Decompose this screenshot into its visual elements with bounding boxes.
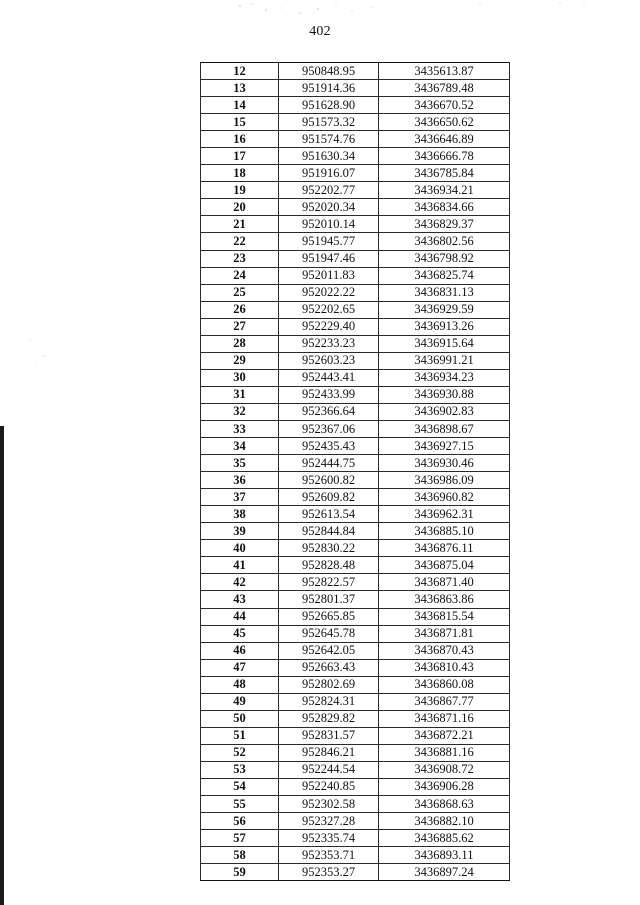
table-row [201, 335, 510, 352]
table-row [201, 574, 510, 591]
table-row [201, 352, 510, 369]
point-number-cell: 34 [201, 438, 279, 455]
x-coordinate-cell: 952022.22 [279, 284, 379, 301]
point-number-cell: 42 [201, 574, 279, 591]
table-row [201, 472, 510, 489]
x-coordinate-cell: 952613.54 [279, 506, 379, 523]
x-coordinate-cell: 952202.65 [279, 301, 379, 318]
table-row [201, 165, 510, 182]
table-row [201, 659, 510, 676]
table-row [201, 284, 510, 301]
x-coordinate-cell: 952020.34 [279, 199, 379, 216]
y-coordinate-cell: 3436789.48 [379, 80, 510, 97]
y-coordinate-cell: 3436927.15 [379, 438, 510, 455]
point-number-cell: 51 [201, 727, 279, 744]
y-coordinate-cell: 3436815.54 [379, 608, 510, 625]
x-coordinate-cell: 952433.99 [279, 386, 379, 403]
x-coordinate-cell: 952367.06 [279, 420, 379, 437]
table-row [201, 710, 510, 727]
x-coordinate-cell: 952609.82 [279, 489, 379, 506]
table-row [201, 676, 510, 693]
x-coordinate-cell: 952302.58 [279, 796, 379, 813]
table-row [201, 403, 510, 420]
table-row [201, 761, 510, 778]
point-number-cell: 59 [201, 864, 279, 881]
point-number-cell: 29 [201, 352, 279, 369]
y-coordinate-cell: 3436962.31 [379, 506, 510, 523]
x-coordinate-cell: 952600.82 [279, 472, 379, 489]
table-row [201, 778, 510, 795]
y-coordinate-cell: 3436908.72 [379, 761, 510, 778]
point-number-cell: 55 [201, 796, 279, 813]
table-row [201, 216, 510, 233]
point-number-cell: 47 [201, 659, 279, 676]
y-coordinate-cell: 3436650.62 [379, 114, 510, 131]
point-number-cell: 17 [201, 148, 279, 165]
point-number-cell: 25 [201, 284, 279, 301]
point-number-cell: 38 [201, 506, 279, 523]
y-coordinate-cell: 3436666.78 [379, 148, 510, 165]
point-number-cell: 43 [201, 591, 279, 608]
table-row [201, 642, 510, 659]
point-number-cell: 24 [201, 267, 279, 284]
y-coordinate-cell: 3436825.74 [379, 267, 510, 284]
y-coordinate-cell: 3436913.26 [379, 318, 510, 335]
x-coordinate-cell: 952830.22 [279, 540, 379, 557]
x-coordinate-cell: 950848.95 [279, 63, 379, 80]
table-row [201, 727, 510, 744]
x-coordinate-cell: 952010.14 [279, 216, 379, 233]
y-coordinate-cell: 3436875.04 [379, 557, 510, 574]
x-coordinate-cell: 952011.83 [279, 267, 379, 284]
y-coordinate-cell: 3436882.10 [379, 813, 510, 830]
table-row [201, 63, 510, 80]
point-number-cell: 22 [201, 233, 279, 250]
x-coordinate-cell: 951574.76 [279, 131, 379, 148]
table-row [201, 267, 510, 284]
y-coordinate-cell: 3436934.21 [379, 182, 510, 199]
point-number-cell: 12 [201, 63, 279, 80]
table-row [201, 489, 510, 506]
table-row [201, 813, 510, 830]
x-coordinate-cell: 952366.64 [279, 403, 379, 420]
x-coordinate-cell: 952335.74 [279, 830, 379, 847]
point-number-cell: 44 [201, 608, 279, 625]
table-row [201, 420, 510, 437]
y-coordinate-cell: 3436870.43 [379, 642, 510, 659]
x-coordinate-cell: 952327.28 [279, 813, 379, 830]
y-coordinate-cell: 3436798.92 [379, 250, 510, 267]
table-row [201, 830, 510, 847]
table-row [201, 182, 510, 199]
table-row [201, 148, 510, 165]
table-row [201, 250, 510, 267]
point-number-cell: 32 [201, 403, 279, 420]
point-number-cell: 19 [201, 182, 279, 199]
y-coordinate-cell: 3436897.24 [379, 864, 510, 881]
x-coordinate-cell: 952435.43 [279, 438, 379, 455]
y-coordinate-cell: 3436885.10 [379, 523, 510, 540]
x-coordinate-cell: 951945.77 [279, 233, 379, 250]
y-coordinate-cell: 3436902.83 [379, 403, 510, 420]
coordinates-table-body [201, 63, 510, 881]
x-coordinate-cell: 952353.27 [279, 864, 379, 881]
table-row [201, 625, 510, 642]
point-number-cell: 31 [201, 386, 279, 403]
y-coordinate-cell: 3436876.11 [379, 540, 510, 557]
y-coordinate-cell: 3436898.67 [379, 420, 510, 437]
x-coordinate-cell: 952229.40 [279, 318, 379, 335]
x-coordinate-cell: 952353.71 [279, 847, 379, 864]
table-row [201, 540, 510, 557]
y-coordinate-cell: 3436960.82 [379, 489, 510, 506]
y-coordinate-cell: 3436893.11 [379, 847, 510, 864]
y-coordinate-cell: 3436867.77 [379, 693, 510, 710]
x-coordinate-cell: 952202.77 [279, 182, 379, 199]
point-number-cell: 18 [201, 165, 279, 182]
y-coordinate-cell: 3436885.62 [379, 830, 510, 847]
point-number-cell: 35 [201, 455, 279, 472]
y-coordinate-cell: 3436872.21 [379, 727, 510, 744]
point-number-cell: 27 [201, 318, 279, 335]
point-number-cell: 14 [201, 97, 279, 114]
y-coordinate-cell: 3436991.21 [379, 352, 510, 369]
y-coordinate-cell: 3436834.66 [379, 199, 510, 216]
table-row [201, 608, 510, 625]
point-number-cell: 28 [201, 335, 279, 352]
x-coordinate-cell: 952444.75 [279, 455, 379, 472]
table-row [201, 438, 510, 455]
y-coordinate-cell: 3436868.63 [379, 796, 510, 813]
y-coordinate-cell: 3436930.46 [379, 455, 510, 472]
x-coordinate-cell: 952244.54 [279, 761, 379, 778]
y-coordinate-cell: 3436863.86 [379, 591, 510, 608]
y-coordinate-cell: 3436860.08 [379, 676, 510, 693]
x-coordinate-cell: 952822.57 [279, 574, 379, 591]
table-row [201, 369, 510, 386]
page-number: 402 [309, 24, 331, 39]
x-coordinate-cell: 952603.23 [279, 352, 379, 369]
table-row [201, 318, 510, 335]
table-row [201, 693, 510, 710]
point-number-cell: 26 [201, 301, 279, 318]
table-row [201, 455, 510, 472]
scan-edge-mark [0, 426, 4, 905]
point-number-cell: 41 [201, 557, 279, 574]
x-coordinate-cell: 952802.69 [279, 676, 379, 693]
table-row [201, 523, 510, 540]
table-row [201, 386, 510, 403]
point-number-cell: 15 [201, 114, 279, 131]
y-coordinate-cell: 3436934.23 [379, 369, 510, 386]
x-coordinate-cell: 951914.36 [279, 80, 379, 97]
point-number-cell: 40 [201, 540, 279, 557]
table-row [201, 301, 510, 318]
x-coordinate-cell: 952824.31 [279, 693, 379, 710]
y-coordinate-cell: 3436986.09 [379, 472, 510, 489]
point-number-cell: 20 [201, 199, 279, 216]
table-row [201, 744, 510, 761]
point-number-cell: 57 [201, 830, 279, 847]
table-row [201, 97, 510, 114]
coordinates-table [200, 62, 510, 881]
table-row [201, 557, 510, 574]
point-number-cell: 37 [201, 489, 279, 506]
y-coordinate-cell: 3436915.64 [379, 335, 510, 352]
y-coordinate-cell: 3436929.59 [379, 301, 510, 318]
x-coordinate-cell: 952240.85 [279, 778, 379, 795]
x-coordinate-cell: 952233.23 [279, 335, 379, 352]
point-number-cell: 58 [201, 847, 279, 864]
x-coordinate-cell: 951630.34 [279, 148, 379, 165]
x-coordinate-cell: 952844.84 [279, 523, 379, 540]
point-number-cell: 54 [201, 778, 279, 795]
y-coordinate-cell: 3436670.52 [379, 97, 510, 114]
x-coordinate-cell: 952645.78 [279, 625, 379, 642]
x-coordinate-cell: 952663.43 [279, 659, 379, 676]
y-coordinate-cell: 3436646.89 [379, 131, 510, 148]
point-number-cell: 50 [201, 710, 279, 727]
x-coordinate-cell: 952831.57 [279, 727, 379, 744]
y-coordinate-cell: 3436906.28 [379, 778, 510, 795]
table-row [201, 114, 510, 131]
y-coordinate-cell: 3436802.56 [379, 233, 510, 250]
x-coordinate-cell: 951916.07 [279, 165, 379, 182]
point-number-cell: 33 [201, 420, 279, 437]
y-coordinate-cell: 3435613.87 [379, 63, 510, 80]
x-coordinate-cell: 952846.21 [279, 744, 379, 761]
point-number-cell: 52 [201, 744, 279, 761]
point-number-cell: 48 [201, 676, 279, 693]
point-number-cell: 36 [201, 472, 279, 489]
point-number-cell: 45 [201, 625, 279, 642]
x-coordinate-cell: 951573.32 [279, 114, 379, 131]
table-row [201, 199, 510, 216]
y-coordinate-cell: 3436930.88 [379, 386, 510, 403]
table-row [201, 591, 510, 608]
table-row [201, 131, 510, 148]
x-coordinate-cell: 952642.05 [279, 642, 379, 659]
point-number-cell: 21 [201, 216, 279, 233]
x-coordinate-cell: 952801.37 [279, 591, 379, 608]
y-coordinate-cell: 3436810.43 [379, 659, 510, 676]
point-number-cell: 39 [201, 523, 279, 540]
y-coordinate-cell: 3436831.13 [379, 284, 510, 301]
y-coordinate-cell: 3436829.37 [379, 216, 510, 233]
y-coordinate-cell: 3436871.81 [379, 625, 510, 642]
x-coordinate-cell: 952443.41 [279, 369, 379, 386]
x-coordinate-cell: 952829.82 [279, 710, 379, 727]
point-number-cell: 49 [201, 693, 279, 710]
point-number-cell: 30 [201, 369, 279, 386]
table-row [201, 233, 510, 250]
x-coordinate-cell: 952665.85 [279, 608, 379, 625]
y-coordinate-cell: 3436785.84 [379, 165, 510, 182]
point-number-cell: 16 [201, 131, 279, 148]
point-number-cell: 23 [201, 250, 279, 267]
y-coordinate-cell: 3436871.16 [379, 710, 510, 727]
table-row [201, 796, 510, 813]
point-number-cell: 56 [201, 813, 279, 830]
table-row [201, 80, 510, 97]
x-coordinate-cell: 951628.90 [279, 97, 379, 114]
point-number-cell: 46 [201, 642, 279, 659]
y-coordinate-cell: 3436871.40 [379, 574, 510, 591]
x-coordinate-cell: 951947.46 [279, 250, 379, 267]
y-coordinate-cell: 3436881.16 [379, 744, 510, 761]
x-coordinate-cell: 952828.48 [279, 557, 379, 574]
table-row [201, 506, 510, 523]
table-row [201, 847, 510, 864]
point-number-cell: 53 [201, 761, 279, 778]
point-number-cell: 13 [201, 80, 279, 97]
table-row [201, 864, 510, 881]
